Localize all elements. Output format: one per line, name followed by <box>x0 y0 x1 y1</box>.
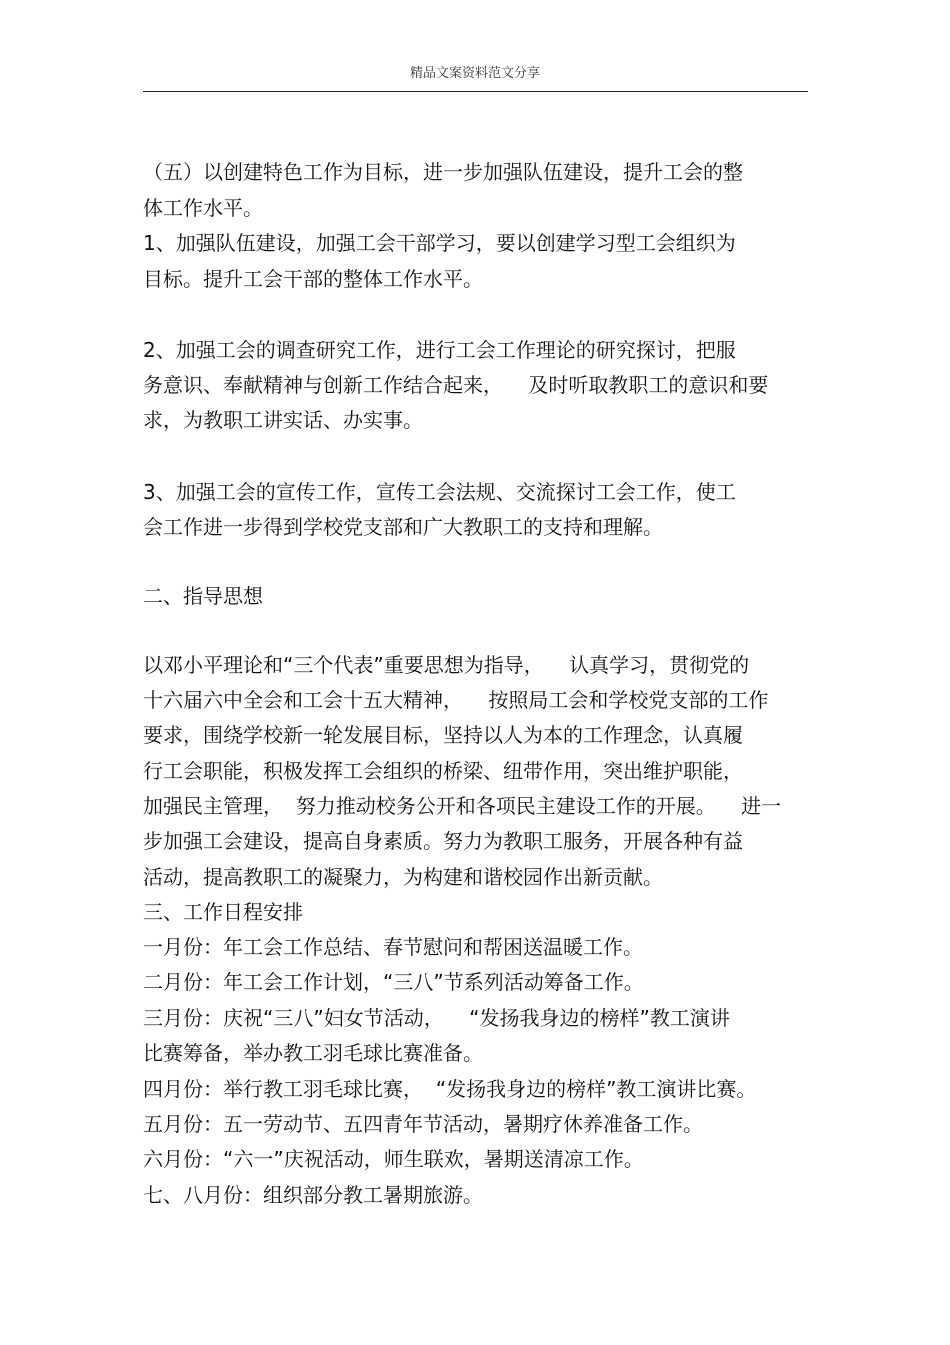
section-heading: 三、工作日程安排 <box>143 900 303 924</box>
section-heading: 二、指导思想 <box>143 584 263 608</box>
text-line: 体工作水平。 <box>143 196 263 220</box>
text-line: 目标。提升工会干部的整体工作水平。 <box>143 267 483 291</box>
text-line: 加强民主管理， 努力推动校务公开和各项民主建设工作的开展。 进一 <box>143 794 782 818</box>
text-line: 会工作进一步得到学校党支部和广大教职工的支持和理解。 <box>143 515 663 539</box>
text-line: 要求，围绕学校新一轮发展目标，坚持以人为本的工作理念，认真履 <box>143 723 743 747</box>
text-line: 行工会职能，积极发挥工会组织的桥梁、纽带作用，突出维护职能， <box>143 759 743 783</box>
text-line: 务意识、奉献精神与创新工作结合起来， 及时听取教职工的意识和要 <box>143 373 769 397</box>
schedule-item: 比赛筹备，举办教工羽毛球比赛准备。 <box>143 1041 483 1065</box>
page-header-title: 精品文案资料范文分享 <box>409 66 540 81</box>
schedule-item: 一月份：年工会工作总结、春节慰问和帮困送温暖工作。 <box>143 935 643 959</box>
text-line: 以邓小平理论和“三个代表”重要思想为指导， 认真学习，贯彻党的 <box>143 653 750 677</box>
text-line: 2、加强工会的调查研究工作，进行工会工作理论的研究探讨，把服 <box>143 338 736 362</box>
text-line: 活动，提高教职工的凝聚力，为构建和谐校园作出新贡献。 <box>143 865 663 889</box>
schedule-item: 四月份：举行教工羽毛球比赛， “发扬我身边的榜样”教工演讲比赛。 <box>143 1077 757 1101</box>
text-line: 3、加强工会的宣传工作，宣传工会法规、交流探讨工会工作，使工 <box>143 480 736 504</box>
schedule-item: 二月份：年工会工作计划，“三八”节系列活动筹备工作。 <box>143 970 644 994</box>
text-line: 1、加强队伍建设，加强工会干部学习，要以创建学习型工会组织为 <box>143 231 736 255</box>
text-line: 求，为教职工讲实话、办实事。 <box>143 408 423 432</box>
text-line: 步加强工会建设，提高自身素质。努力为教职工服务，开展各种有益 <box>143 829 743 853</box>
schedule-item: 三月份：庆祝“三八”妇女节活动， “发扬我身边的榜样”教工演讲 <box>143 1006 730 1030</box>
schedule-item: 五月份：五一劳动节、五四青年节活动，暑期疗休养准备工作。 <box>143 1112 703 1136</box>
header-divider <box>143 91 808 92</box>
schedule-item: 六月份：“六一”庆祝活动，师生联欢，暑期送清凉工作。 <box>143 1147 644 1171</box>
text-line: （五）以创建特色工作为目标，进一步加强队伍建设，提升工会的整 <box>143 160 743 184</box>
text-line: 十六届六中全会和工会十五大精神， 按照局工会和学校党支部的工作 <box>143 688 769 712</box>
schedule-item: 七、八月份：组织部分教工暑期旅游。 <box>143 1183 483 1207</box>
